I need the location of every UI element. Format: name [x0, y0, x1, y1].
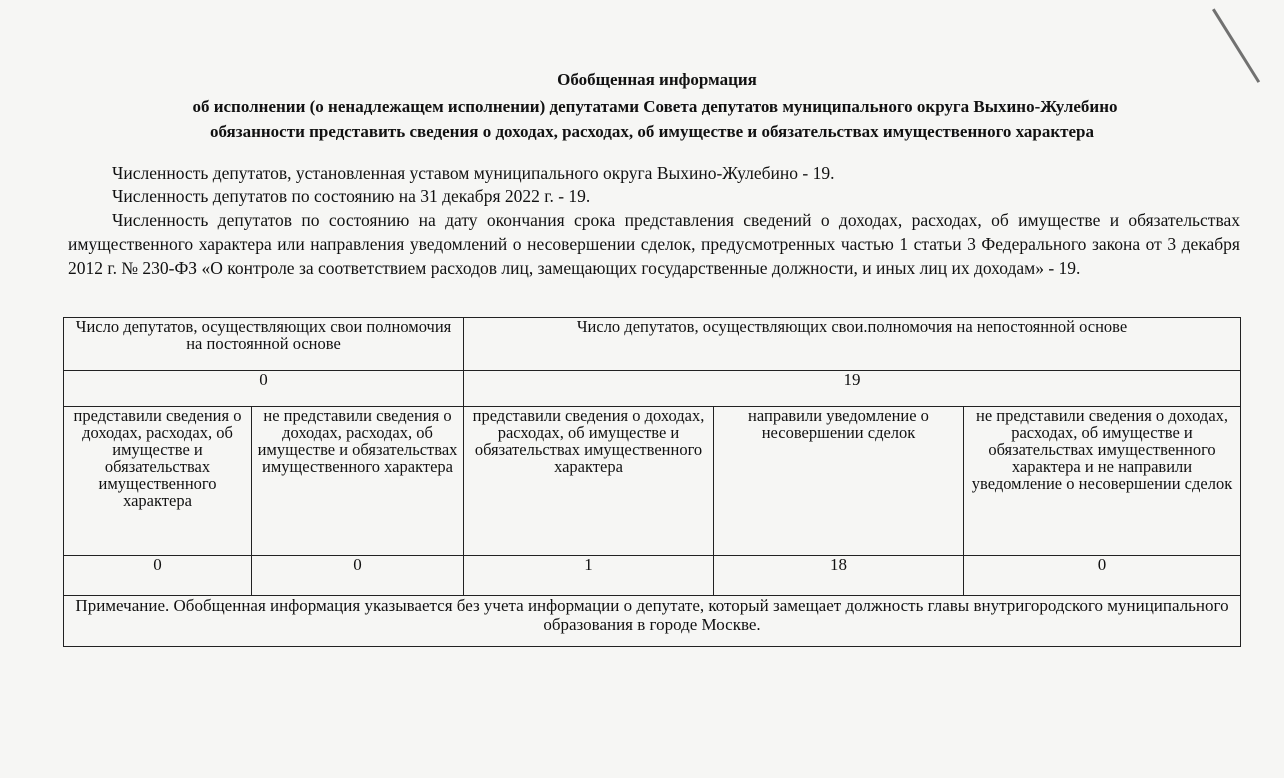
table-header-row: [64, 318, 1241, 371]
table-values-row: [64, 555, 1241, 595]
value-cell: 0: [964, 555, 1241, 595]
subheader-cell: направили уведомление о несовершении сделок: [714, 406, 964, 555]
header-nonpermanent-cell: Число депутатов, осуществляющих свои.полномочия на непостоянной основе: [464, 318, 1241, 371]
paragraph-charter-count: Численность депутатов, установленная уставом муниципального округа Выхино-Жулебино - 19.: [112, 163, 835, 183]
paragraph-deadline-count: Численность депутатов по состоянию на дату окончания срока представления сведений о доходах, расходах, об имуществе и обязательствах имущественного характера или направления уведомлений о несовершении сделок, предусмотренных частью 1 статьи 3 Федерального закона от 3 декабря 2012 г. № 230-ФЗ «О контроле за соответствием расходов лиц, замещающих государственные должности, и иных лиц их доходам» - 19.: [68, 210, 1240, 278]
value-cell: 0: [64, 555, 252, 595]
document-title-line-2: об исполнении (о ненадлежащем исполнении) депутатами Совета депутатов муниципального округа Выхино-Жулебино: [192, 97, 1118, 116]
table-note-cell: Примечание. Обобщенная информация указывается без учета информации о депутате, который замещает должность главы внутригородского муниципального образования в городе Москве.: [64, 596, 1241, 647]
table-note-row: [64, 596, 1241, 647]
subheader-cell: не представили сведения о доходах, расходах, об имуществе и обязательствах имущественного характера: [252, 406, 464, 555]
value-cell: 0: [252, 555, 464, 595]
document-title-line-3: обязанности представить сведения о доходах, расходах, об имуществе и обязательствах имущественного характера: [209, 122, 1094, 141]
document-title: Обобщенная информация: [557, 70, 757, 89]
subheader-cell: представили сведения о доходах, расходах, об имуществе и обязательствах имущественного характера: [464, 406, 714, 555]
count-nonpermanent-cell: 19: [464, 370, 1241, 406]
subheader-cell: не представили сведения о доходах, расходах, об имуществе и обязательствах имущественного характера и не направили уведомление о несовершении сделок: [964, 406, 1241, 555]
count-permanent-cell: 0: [64, 370, 464, 406]
paragraph-year-end-count: Численность депутатов по состоянию на 31 декабря 2022 г. - 19.: [112, 186, 591, 206]
value-cell: 1: [464, 555, 714, 595]
subheader-cell: представили сведения о доходах, расходах, об имуществе и обязательствах имущественного характера: [64, 406, 252, 555]
value-cell: 18: [714, 555, 964, 595]
table-subheader-row: [64, 406, 1241, 555]
summary-table: [63, 317, 1241, 647]
header-permanent-cell: Число депутатов, осуществляющих свои полномочия на постоянной основе: [64, 318, 464, 371]
table-count-row: [64, 370, 1241, 406]
